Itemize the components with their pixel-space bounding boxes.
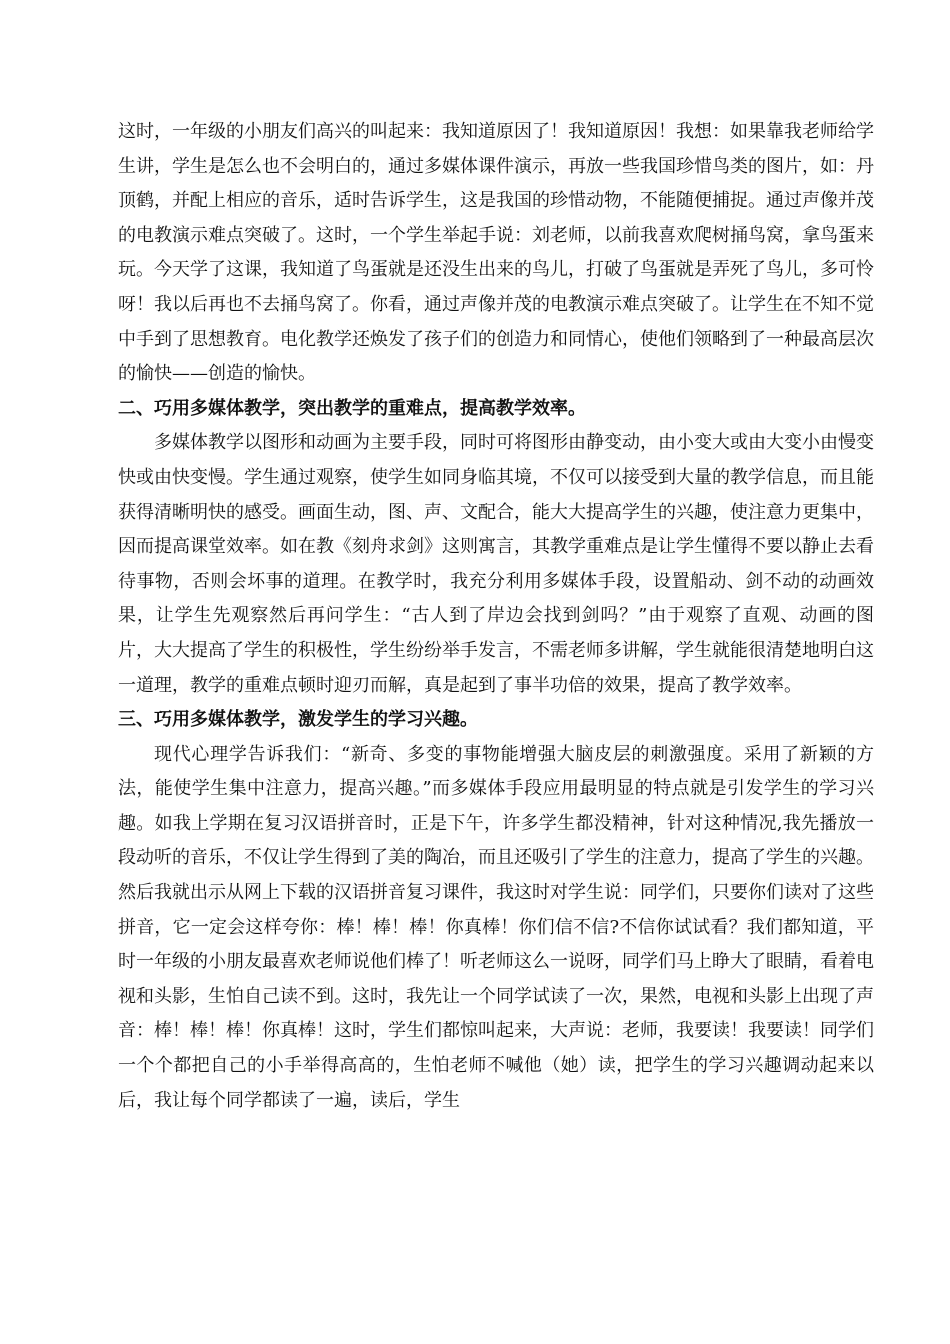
section-heading-three: 三、巧用多媒体教学，激发学生的学习兴趣。 [118, 709, 478, 731]
paragraph-section-three: 现代心理学告诉我们：“新奇、多变的事物能增强大脑皮层的刺激强度。采用了新颖的方法，能使学生集中注意力，提高兴趣。”而多媒体手段应用最明显的特点就是引发学生的学习兴趣。如我上学期在复习汉语拼音时，正是下午，许多学生都没精神，针对这种情况,我先播放一段动听的音乐，不仅让学生得到了美的陶冶，而且还吸引了学生的注意力，提高了学生的兴趣。然后我就出示从网上下载的汉语拼音复习课件，我这时对学生说：同学们，只要你们读对了这些拼音，它一定会这样夸你：棒！棒！棒！你真棒！你们信不信?不信你试试看？我们都知道，平时一年级的小朋友最喜欢老师说他们棒了！听老师这么一说呀，同学们马上睁大了眼睛，看着电视和头影，生怕自己读不到。这时，我先让一个同学试读了一次，果然，电视和头影上出现了声音：棒！棒！棒！你真棒！这时，学生们都惊叫起来，大声说：老师，我要读！我要读！同学们一个个都把自己的小手举得高高的，生怕老师不喊他（她）读，把学生的学习兴趣调动起来以后，我让每个同学都读了一遍，读后，学生 [118, 743, 874, 1111]
paragraph-intro: 这时，一年级的小朋友们高兴的叫起来：我知道原因了！我知道原因！我想：如果靠我老师给学生讲，学生是怎么也不会明白的，通过多媒体课件演示，再放一些我国珍惜鸟类的图片，如：丹顶鹤，并配上相应的音乐，适时告诉学生，这是我国的珍惜动物，不能随便捕捉。通过声像并茂的电教演示难点突破了。这时，一个学生举起手说：刘老师，以前我喜欢爬树捅鸟窝，拿鸟蛋来玩。今天学了这课，我知道了鸟蛋就是还没生出来的鸟儿，打破了鸟蛋就是弄死了鸟儿，多可怜呀！我以后再也不去捅鸟窝了。你看，通过声像并茂的电教演示难点突破了。让学生在不知不觉中手到了思想教育。电化教学还焕发了孩子们的创造力和同情心，使他们领略到了一种最高层次的愉快——创造的愉快。 [118, 121, 874, 385]
section-heading-two: 二、巧用多媒体教学，突出教学的重难点，提高教学效率。 [118, 397, 586, 419]
paragraph-section-two: 多媒体教学以图形和动画为主要手段，同时可将图形由静变动，由小变大或由大变小由慢变快或由快变慢。学生通过观察，使学生如同身临其境，不仅可以接受到大量的教学信息，而且能获得清晰明快的感受。画面生动，图、声、文配合，能大大提高学生的兴趣，使注意力更集中，因而提高课堂效率。如在教《刻舟求剑》这则寓言，其教学重难点是让学生懂得不要以静止去看待事物，否则会坏事的道理。在教学时，我充分利用多媒体手段，设置船动、剑不动的动画效果，让学生先观察然后再问学生：“古人到了岸边会找到剑吗？”由于观察了直观、动画的图片，大大提高了学生的积极性，学生纷纷举手发言，不需老师多讲解，学生就能很清楚地明白这一道理，教学的重难点顿时迎刃而解，真是起到了事半功倍的效果，提高了教学效率。 [118, 432, 874, 696]
document-page [118, 115, 874, 1118]
